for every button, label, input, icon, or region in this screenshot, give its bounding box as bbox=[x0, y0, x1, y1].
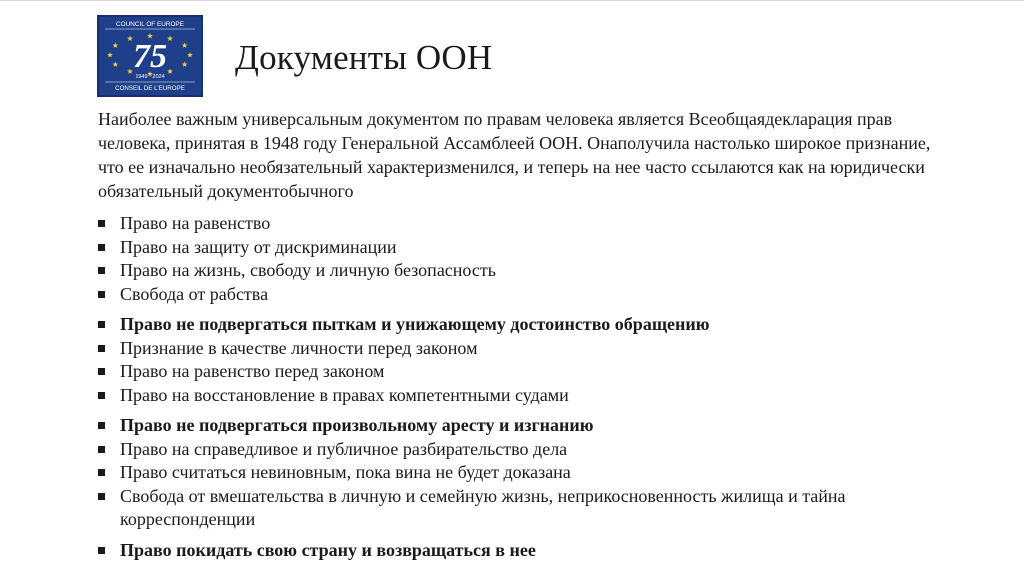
list-item-text: Право на защиту от дискриминации bbox=[120, 236, 397, 257]
logo-bottom-text: CONSEIL DE L'EUROPE bbox=[115, 85, 185, 92]
square-bullet-icon bbox=[98, 244, 105, 251]
council-of-europe-75-logo bbox=[97, 15, 203, 97]
list-item-text: Право на равенство перед законом bbox=[120, 361, 385, 381]
square-bullet-icon bbox=[98, 446, 105, 453]
top-divider bbox=[0, 0, 1024, 1]
logo-graphic bbox=[99, 17, 201, 95]
list-item-text: Право на жизнь, свободу и личную безопасность bbox=[120, 260, 496, 280]
square-bullet-icon bbox=[98, 469, 105, 476]
page-title: Документы ООН bbox=[235, 38, 493, 77]
list-item bbox=[98, 438, 958, 462]
list-item-text: Признание в качестве личности перед законом bbox=[120, 337, 478, 358]
square-bullet-icon bbox=[98, 220, 105, 227]
square-bullet-icon bbox=[98, 291, 105, 298]
square-bullet-icon bbox=[98, 547, 105, 554]
list-item-text: Право не подвергаться произвольному аресту и изгнанию bbox=[120, 415, 594, 435]
list-item-text: Свобода от рабства bbox=[120, 283, 269, 304]
square-bullet-icon bbox=[98, 422, 105, 429]
square-bullet-icon bbox=[98, 392, 105, 399]
logo-number: 75 bbox=[133, 38, 167, 75]
list-item bbox=[98, 337, 958, 361]
list-item bbox=[98, 212, 958, 236]
logo-years: 1949 · 2024 bbox=[135, 74, 165, 80]
square-bullet-icon bbox=[98, 267, 105, 274]
rights-list bbox=[98, 212, 958, 562]
list-item-text: Право на восстановление в правах компетентными судами bbox=[120, 384, 569, 405]
list-item bbox=[98, 313, 958, 337]
list-item-text: Право не подвергаться пыткам и унижающему достоинство обращению bbox=[120, 314, 710, 334]
list-item-text: Право на справедливое и публичное разбирательство дела bbox=[120, 438, 568, 459]
list-item bbox=[98, 485, 958, 532]
list-item-text: Право на равенство bbox=[120, 213, 271, 233]
list-item bbox=[98, 283, 958, 307]
list-item bbox=[98, 539, 958, 563]
list-item bbox=[98, 236, 958, 260]
square-bullet-icon bbox=[98, 493, 105, 500]
list-item-text: Право считаться невиновным, пока вина не будет доказана bbox=[120, 462, 571, 482]
square-bullet-icon bbox=[98, 345, 105, 352]
logo-top-text: COUNCIL OF EUROPE bbox=[116, 21, 184, 28]
square-bullet-icon bbox=[98, 368, 105, 375]
list-item bbox=[98, 360, 958, 384]
list-item-text: Право покидать свою страну и возвращаться в нее bbox=[120, 539, 536, 560]
list-item-text: Свобода от вмешательства в личную и семейную жизнь, неприкосновенность жилища и тайна корреспонденции bbox=[120, 485, 846, 529]
square-bullet-icon bbox=[98, 321, 105, 328]
list-item bbox=[98, 461, 958, 485]
list-item bbox=[98, 414, 958, 438]
intro-paragraph: Наиболее важным универсальным документом по правам человека является Всеобщаядекларация прав человека, принятая в 1948 году Генеральной Ассамблеей ООН. Онаполучила настолько широкое признание, что ее изначально необязательный характеризменился, и теперь на нее часто ссылаются как на юридически обязательный документобычного bbox=[98, 109, 931, 201]
list-item bbox=[98, 259, 958, 283]
list-item bbox=[98, 384, 958, 408]
